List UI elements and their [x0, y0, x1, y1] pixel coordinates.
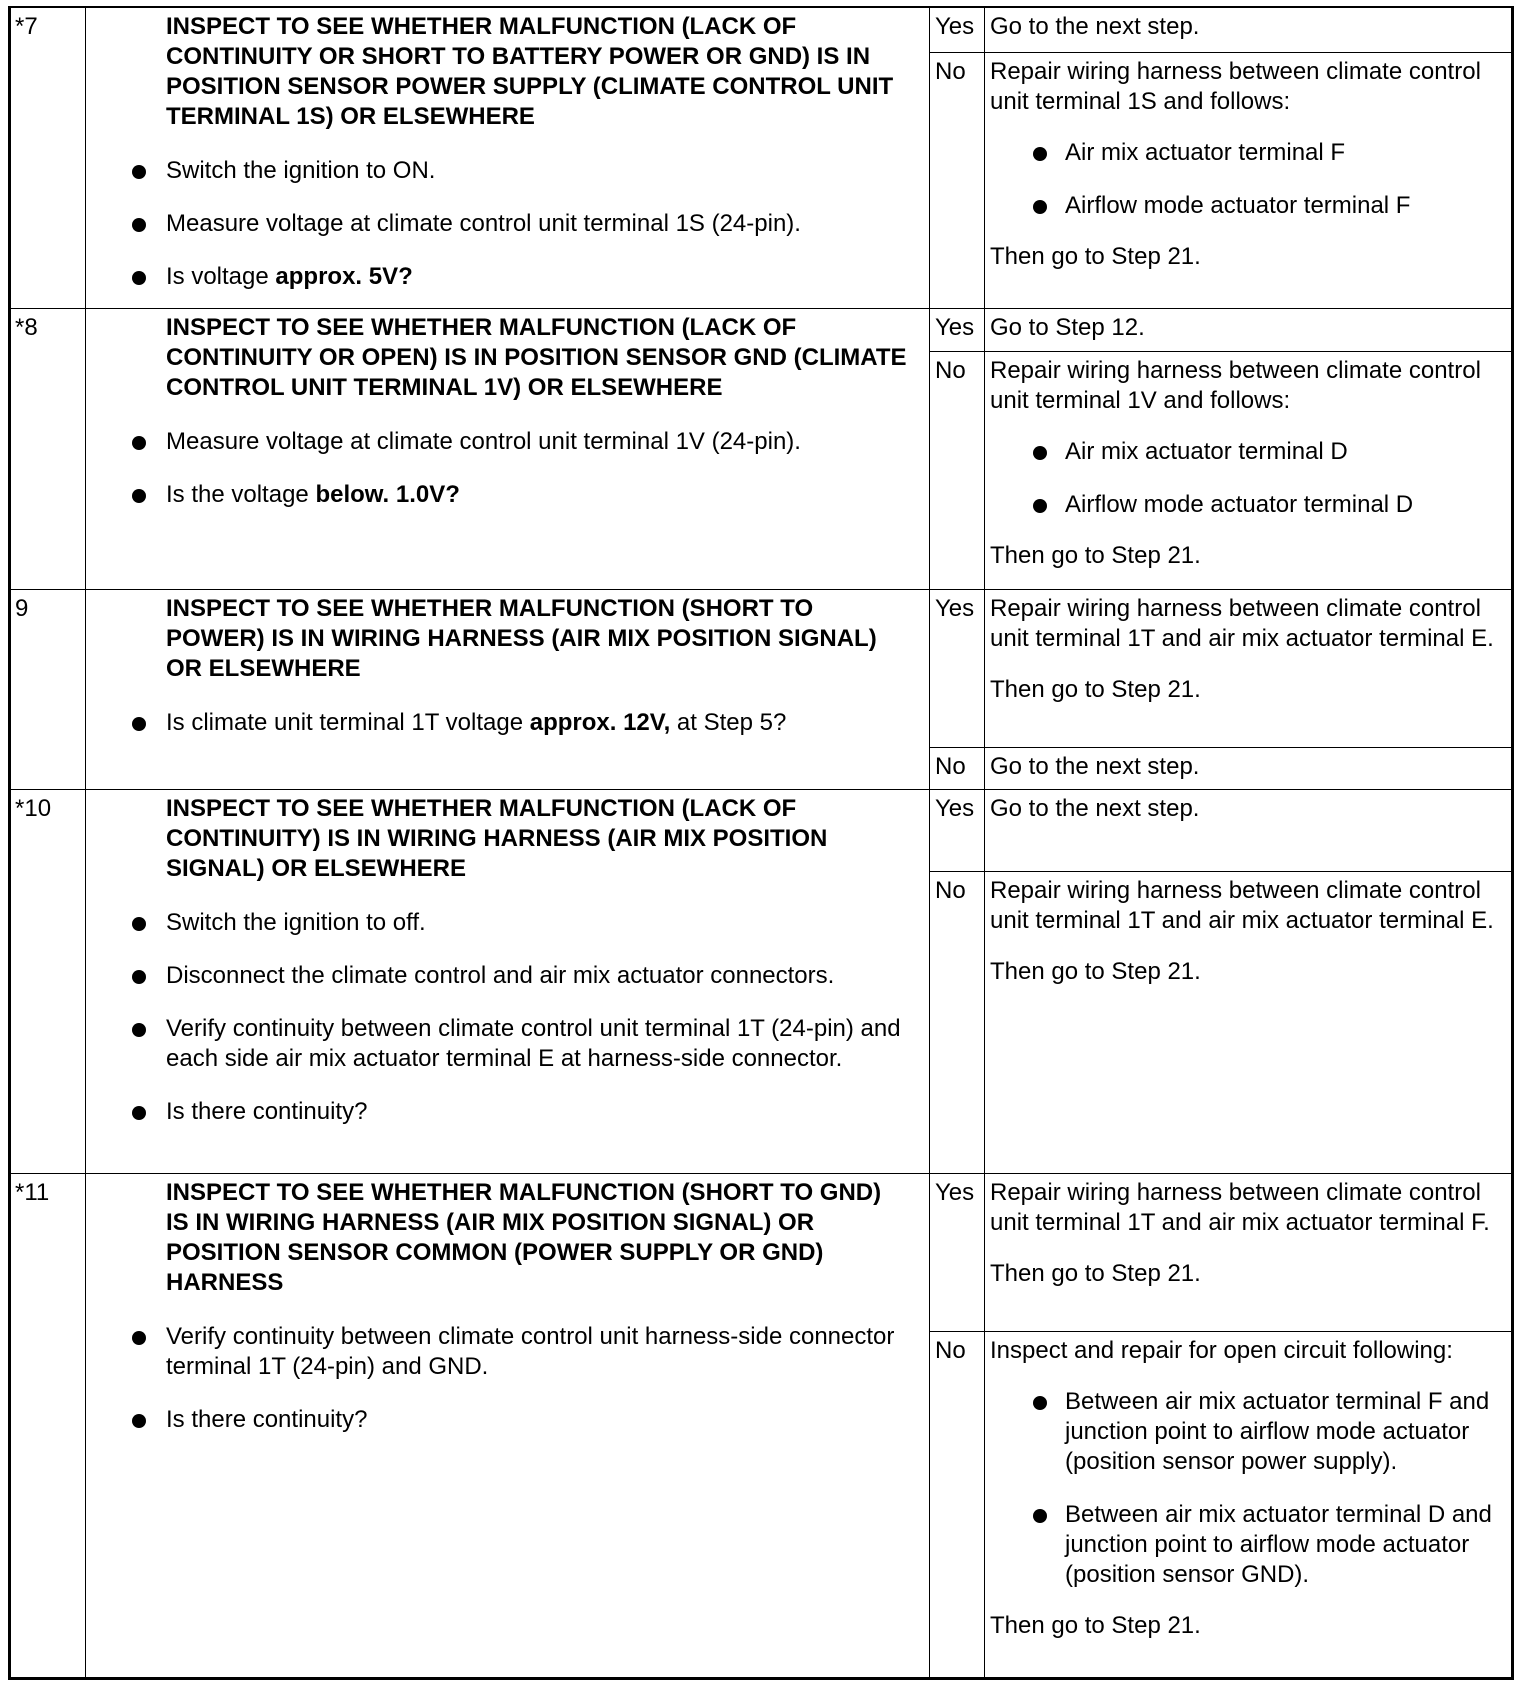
step-description-cell [86, 589, 930, 789]
yes-action-cell [985, 1173, 1512, 1331]
step-heading: INSPECT TO SEE WHETHER MALFUNCTION (LACK OF CONTINUITY OR SHORT TO BATTERY POWER OR GND) IS IN POSITION SENSOR POWER SUPPLY (CLIMATE CONTROL UNIT TERMINAL 1S) OR ELSEWHERE [166, 13, 894, 130]
bullet-icon [132, 1331, 146, 1345]
list-item: Switch the ignition to off. [166, 908, 909, 938]
step-bullet-list [166, 156, 909, 292]
no-action-sub-list [990, 138, 1505, 221]
no-label: No [935, 57, 966, 85]
no-action-cell [985, 351, 1512, 589]
list-item: Is there continuity? [166, 1405, 909, 1435]
bullet-icon [1033, 1396, 1047, 1410]
list-item: Is climate unit terminal 1T voltage approx. 12V, at Step 5? [166, 708, 909, 738]
list-item: Measure voltage at climate control unit terminal 1V (24-pin). [166, 427, 909, 457]
no-label-cell [930, 871, 985, 1173]
step-heading: INSPECT TO SEE WHETHER MALFUNCTION (SHORT TO GND) IS IN WIRING HARNESS (AIR MIX POSITION SIGNAL) OR POSITION SENSOR COMMON (POWER SUPPLY OR GND) HARNESS [166, 1178, 882, 1296]
no-action-text: Repair wiring harness between climate control unit terminal 1V and follows: [990, 356, 1481, 414]
no-label-cell [930, 351, 985, 589]
yes-label-cell [930, 789, 985, 871]
no-action-then: Then go to Step 21. [990, 957, 1201, 985]
yes-label: Yes [935, 13, 975, 40]
list-item: Verify continuity between climate control unit terminal 1T (24-pin) and each side air mix actuator terminal E at harness-side connector. [166, 1014, 909, 1074]
step-bullet-list [166, 427, 909, 510]
step-number: *11 [15, 1178, 50, 1206]
step-number-cell [11, 789, 86, 1173]
bullet-icon [132, 271, 146, 285]
no-action-cell [985, 747, 1512, 789]
step-number: *8 [15, 313, 38, 341]
list-item: Is voltage approx. 5V? [166, 262, 909, 292]
no-label: No [935, 1336, 966, 1364]
list-item: Between air mix actuator terminal D and junction point to airflow mode actuator (position sensor GND). [1065, 1500, 1505, 1590]
bullet-icon [1033, 147, 1047, 161]
step-number: 9 [15, 594, 29, 622]
step-number: *7 [15, 13, 38, 40]
list-item: Switch the ignition to ON. [166, 156, 909, 186]
yes-action-cell [985, 789, 1512, 871]
step-heading: INSPECT TO SEE WHETHER MALFUNCTION (SHORT TO POWER) IS IN WIRING HARNESS (AIR MIX POSITION SIGNAL) OR ELSEWHERE [166, 594, 877, 682]
step-description-cell [86, 1173, 930, 1678]
list-item: Air mix actuator terminal D [1065, 437, 1505, 467]
bullet-icon [132, 1023, 146, 1037]
no-label-cell [930, 52, 985, 308]
step-heading: INSPECT TO SEE WHETHER MALFUNCTION (LACK OF CONTINUITY) IS IN WIRING HARNESS (AIR MIX POSITION SIGNAL) OR ELSEWHERE [166, 794, 828, 882]
step-bullet-list [166, 708, 909, 738]
step-number: *10 [15, 794, 52, 822]
no-action-text: Repair wiring harness between climate control unit terminal 1T and air mix actuator terminal E. [990, 876, 1494, 934]
bullet-icon [132, 917, 146, 931]
bullet-icon [132, 165, 146, 179]
list-item: Is there continuity? [166, 1097, 909, 1127]
no-action-text: Go to the next step. [990, 752, 1200, 780]
yes-action-text: Go to the next step. [990, 794, 1200, 822]
no-label: No [935, 876, 966, 904]
list-item: Verify continuity between climate control unit harness-side connector terminal 1T (24-pin) and GND. [166, 1322, 909, 1382]
no-action-then: Then go to Step 21. [990, 541, 1201, 569]
diagnostic-procedure-sheet [8, 6, 1514, 1680]
step-description-cell [86, 789, 930, 1173]
bullet-icon [132, 436, 146, 450]
list-item: Airflow mode actuator terminal F [1065, 191, 1505, 221]
list-item: Disconnect the climate control and air mix actuator connectors. [166, 961, 909, 991]
bullet-icon [1033, 200, 1047, 214]
bullet-icon [132, 1414, 146, 1428]
bullet-icon [132, 1106, 146, 1120]
yes-action-cell [985, 308, 1512, 351]
no-label-cell [930, 747, 985, 789]
step-description-cell [86, 308, 930, 589]
bullet-icon [1033, 499, 1047, 513]
no-action-text: Inspect and repair for open circuit following: [990, 1336, 1453, 1364]
yes-action-then: Then go to Step 21. [990, 675, 1201, 703]
no-label: No [935, 752, 966, 780]
no-action-text: Repair wiring harness between climate control unit terminal 1S and follows: [990, 57, 1481, 115]
step-heading: INSPECT TO SEE WHETHER MALFUNCTION (LACK OF CONTINUITY OR OPEN) IS IN POSITION SENSOR GND (CLIMATE CONTROL UNIT TERMINAL 1V) OR ELSEWHERE [166, 313, 907, 401]
bullet-icon [1033, 1509, 1047, 1523]
step-bullet-list [166, 1322, 909, 1435]
yes-action-text: Repair wiring harness between climate control unit terminal 1T and air mix actuator terminal E. [990, 594, 1494, 652]
list-item: Between air mix actuator terminal F and junction point to airflow mode actuator (position sensor power supply). [1065, 1387, 1505, 1477]
diagnostic-table [10, 8, 1512, 1678]
yes-action-cell [985, 589, 1512, 747]
list-item: Measure voltage at climate control unit terminal 1S (24-pin). [166, 209, 909, 239]
no-action-then: Then go to Step 21. [990, 1611, 1201, 1639]
bullet-icon [132, 489, 146, 503]
bullet-icon [132, 717, 146, 731]
yes-label: Yes [935, 794, 975, 822]
step-number-cell [11, 8, 86, 308]
yes-action-cell [985, 8, 1512, 52]
step-description-cell [86, 8, 930, 308]
step-number-cell [11, 589, 86, 789]
yes-label-cell [930, 308, 985, 351]
step-number-cell [11, 308, 86, 589]
list-item: Is the voltage below. 1.0V? [166, 480, 909, 510]
yes-label: Yes [935, 594, 975, 622]
no-label-cell [930, 1331, 985, 1678]
list-item: Airflow mode actuator terminal D [1065, 490, 1505, 520]
yes-label: Yes [935, 313, 975, 341]
no-action-then: Then go to Step 21. [990, 242, 1201, 270]
bullet-icon [1033, 446, 1047, 460]
bullet-icon [132, 218, 146, 232]
no-action-sub-list [990, 437, 1505, 520]
yes-label-cell [930, 589, 985, 747]
yes-action-text: Repair wiring harness between climate control unit terminal 1T and air mix actuator terminal F. [990, 1178, 1490, 1236]
no-action-cell [985, 1331, 1512, 1678]
yes-label-cell [930, 8, 985, 52]
step-bullet-list [166, 908, 909, 1127]
yes-action-text: Go to Step 12. [990, 313, 1145, 341]
step-number-cell [11, 1173, 86, 1678]
no-label: No [935, 356, 966, 384]
yes-label: Yes [935, 1178, 975, 1206]
yes-action-then: Then go to Step 21. [990, 1259, 1201, 1287]
yes-label-cell [930, 1173, 985, 1331]
no-action-cell [985, 871, 1512, 1173]
bullet-icon [132, 970, 146, 984]
no-action-sub-list [990, 1387, 1505, 1590]
no-action-cell [985, 52, 1512, 308]
yes-action-text: Go to the next step. [990, 13, 1200, 40]
list-item: Air mix actuator terminal F [1065, 138, 1505, 168]
